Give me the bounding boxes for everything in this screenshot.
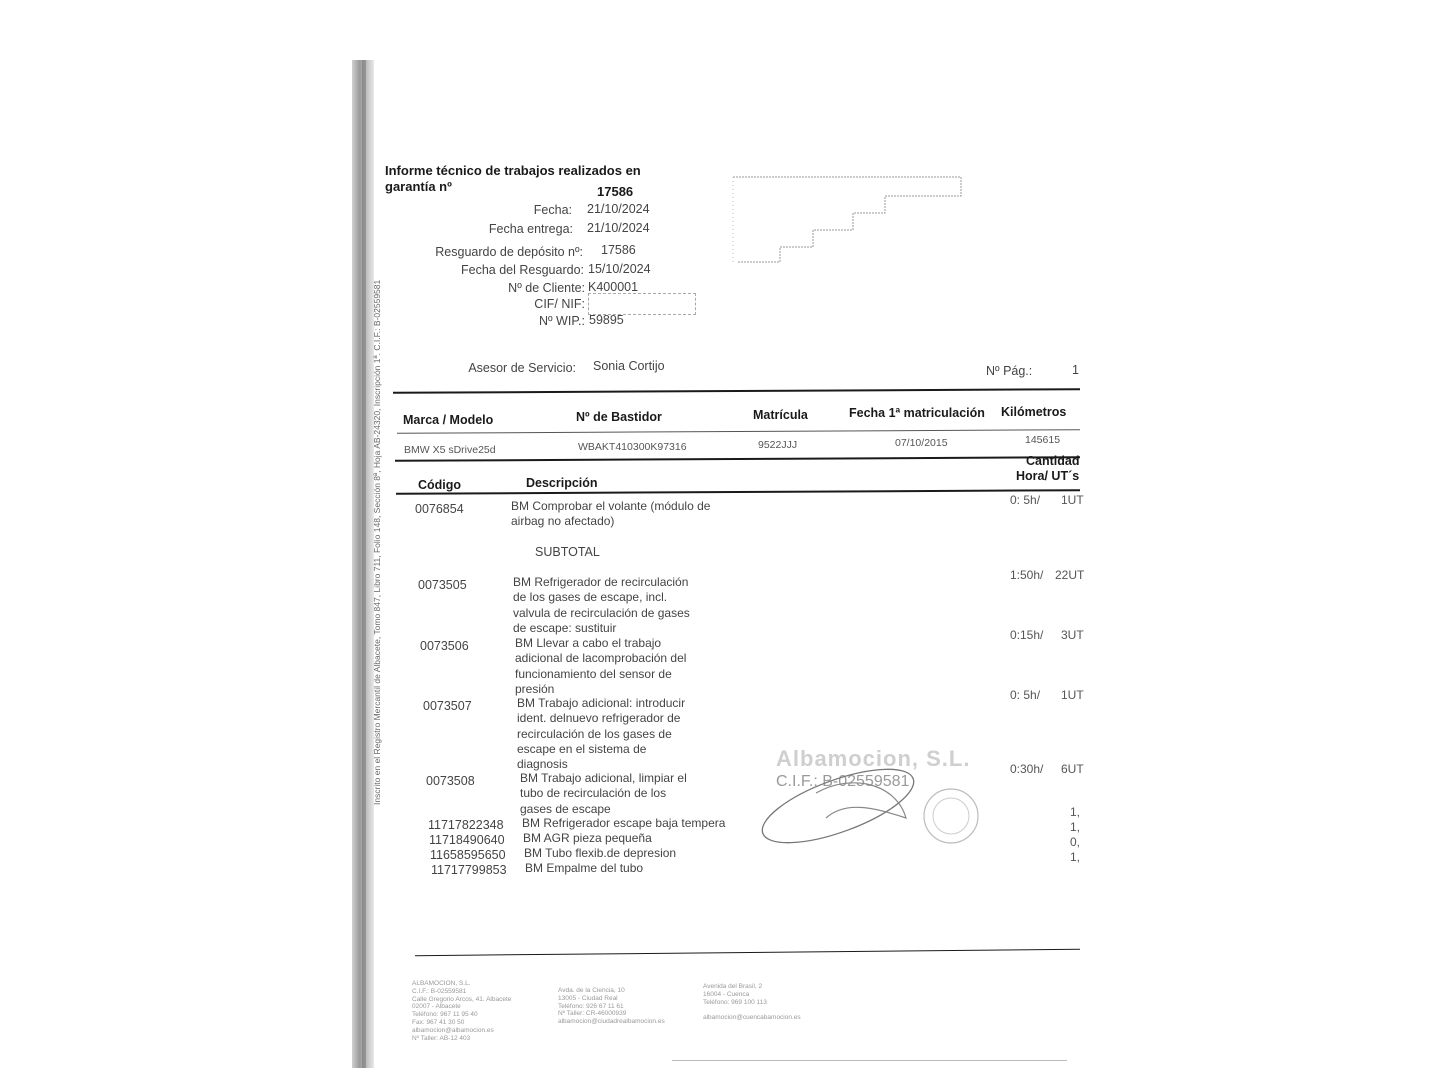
- field-value-fecha-entrega: 21/10/2024: [587, 221, 650, 235]
- part-code: 11717822348: [428, 818, 504, 832]
- field-label-fecha: Fecha:: [533, 203, 572, 217]
- operation-code: 0073507: [423, 699, 472, 713]
- part-code: 11658595650: [430, 848, 506, 862]
- subtotal-label: SUBTOTAL: [535, 545, 600, 559]
- items-header-description: Descripción: [526, 476, 598, 490]
- field-value-resguardo: 17586: [601, 243, 636, 257]
- part-quantity: 1,: [1070, 805, 1081, 819]
- operation-description: BM Trabajo adicional: introducir ident. delnuevo refrigerador de recirculación de los gases de escape en el sistema de diagnosis: [517, 696, 686, 772]
- operation-ut: 22UT: [1055, 568, 1085, 582]
- field-label-fecha-resguardo: Fecha del Resguardo:: [461, 263, 584, 277]
- operation-hours: 0:30h/: [1010, 762, 1044, 776]
- footer-col-cuenca: Avenida del Brasil, 2 16004 - Cuenca Teléfono: 969 100 113 albamocion@cuencabamocion.es: [703, 983, 801, 1022]
- operation-hours: 1:50h/: [1010, 568, 1044, 582]
- operation-code: 0073505: [418, 578, 467, 592]
- vehicle-value-vin: WBAKT410300K97316: [578, 441, 687, 453]
- operation-description: BM Llevar a cabo el trabajo adicional de lacomprobación del funcionamiento del sensor de presión: [515, 636, 687, 696]
- items-header-code: Código: [418, 478, 462, 492]
- part-quantity: 0,: [1070, 835, 1081, 849]
- operation-ut: 1UT: [1061, 688, 1084, 702]
- operation-code: 0073506: [420, 639, 469, 653]
- footer-rule: [415, 949, 1080, 956]
- vehicle-value-km: 145615: [1025, 434, 1061, 446]
- advisor-label: Asesor de Servicio:: [468, 361, 576, 375]
- footer-col-albacete: ALBAMOCION, S.L. C.I.F.: B-02559581 Calle Gregorio Arcos, 41. Albacete 02007 - Albacete Teléfono: 967 11 95 40 Fax: 967 41 30 50 albamocion@albamocion.es Nº Taller: AB-12 403: [412, 980, 512, 1042]
- advisor-name: Sonia Cortijo: [593, 359, 665, 373]
- redacted-address-block: [732, 174, 964, 266]
- vehicle-header-plate: Matrícula: [753, 408, 808, 422]
- items-header-qty-line2: Hora/ UT´s: [1016, 469, 1080, 483]
- field-label-cif: CIF/ NIF:: [534, 297, 585, 311]
- operation-hours: 0: 5h/: [1010, 688, 1041, 702]
- operation-ut: 6UT: [1061, 762, 1084, 776]
- field-value-fecha-resguardo: 15/10/2024: [588, 262, 651, 276]
- part-quantity: 1,: [1070, 850, 1081, 864]
- field-label-cliente: Nº de Cliente:: [508, 281, 585, 295]
- part-description: BM Empalme del tubo: [525, 861, 644, 875]
- operation-hours: 0:15h/: [1010, 628, 1044, 642]
- field-label-fecha-entrega: Fecha entrega:: [488, 222, 573, 236]
- page-label: Nº Pág.:: [986, 364, 1033, 378]
- items-header-qty-line1: Cantidad: [1026, 454, 1080, 468]
- operation-code: 0073508: [426, 774, 475, 788]
- field-value-wip: 59895: [589, 313, 624, 327]
- operation-description: BM Refrigerador de recirculación de los gases de escape, incl. valvula de recirculación de gases de escape: sustituir: [513, 575, 690, 635]
- footer-bottom-rule: [672, 1060, 1067, 1061]
- warranty-number: 17586: [597, 184, 634, 199]
- vehicle-value-first-registration: 07/10/2015: [895, 437, 948, 449]
- vehicle-header-first-registration: Fecha 1ª matriculación: [849, 406, 985, 420]
- vehicle-value-plate: 9522JJJ: [758, 439, 798, 451]
- stamp-signature-mark: [756, 738, 986, 848]
- part-description: BM AGR pieza pequeña: [523, 831, 652, 845]
- document-title-line2: garantía nº: [385, 179, 452, 194]
- part-description: BM Refrigerador escape baja tempera: [522, 816, 726, 830]
- field-label-resguardo: Resguardo de depósito nº:: [435, 245, 583, 259]
- stamp-company-name: Albamocion, S.L.: [776, 746, 971, 771]
- operation-hours: 0: 5h/: [1010, 493, 1041, 507]
- part-code: 11718490640: [429, 833, 505, 847]
- document-title-line1: Informe técnico de trabajos realizados en: [385, 163, 641, 178]
- vehicle-header-vin: Nº de Bastidor: [576, 410, 662, 424]
- field-value-cliente: K400001: [588, 280, 639, 294]
- page-number: 1: [1072, 363, 1079, 377]
- vehicle-header-rule: [397, 429, 1080, 434]
- operation-code: 0076854: [415, 502, 464, 516]
- field-label-wip: Nº WIP.:: [538, 314, 585, 328]
- field-value-cif-redacted: [588, 293, 696, 315]
- part-code: 11717799853: [431, 863, 507, 877]
- registry-side-text: Inscrito en el Registro Mercantil de Albacete, Tomo 847, Libro 711, Folio 148, Sección 8ª, Hoja AB-24320, Inscripción 1ª. C.I.F.: B-02559581: [372, 279, 382, 805]
- operation-ut: 3UT: [1061, 628, 1084, 642]
- items-header-rule: [396, 489, 1080, 495]
- scan-edge-line: [362, 60, 366, 1068]
- vehicle-table-bottom-rule: [395, 456, 1080, 462]
- operation-ut: 1UT: [1061, 493, 1084, 507]
- operation-description: BM Comprobar el volante (módulo de airbag no afectado): [511, 499, 711, 529]
- vehicle-table-top-rule: [393, 388, 1080, 394]
- part-quantity: 1,: [1070, 820, 1081, 834]
- footer-col-ciudad-real: Avda. de la Ciencia, 10 13005 - Ciudad Real Teléfono: 926 67 11 61 Nº Taller: CR-46000939 albamocion@ciudadrealbamocion.es: [558, 987, 665, 1026]
- stamp-cif: C.I.F.: B-02559581: [776, 773, 910, 790]
- part-description: BM Tubo flexib.de depresion: [524, 846, 677, 860]
- vehicle-header-model: Marca / Modelo: [403, 413, 494, 427]
- operation-description: BM Trabajo adicional, limpiar el tubo de recirculación de los gases de escape: [520, 771, 687, 816]
- vehicle-header-km: Kilómetros: [1001, 405, 1067, 419]
- vehicle-value-model: BMW X5 sDrive25d: [404, 444, 496, 456]
- field-value-fecha: 21/10/2024: [587, 202, 650, 216]
